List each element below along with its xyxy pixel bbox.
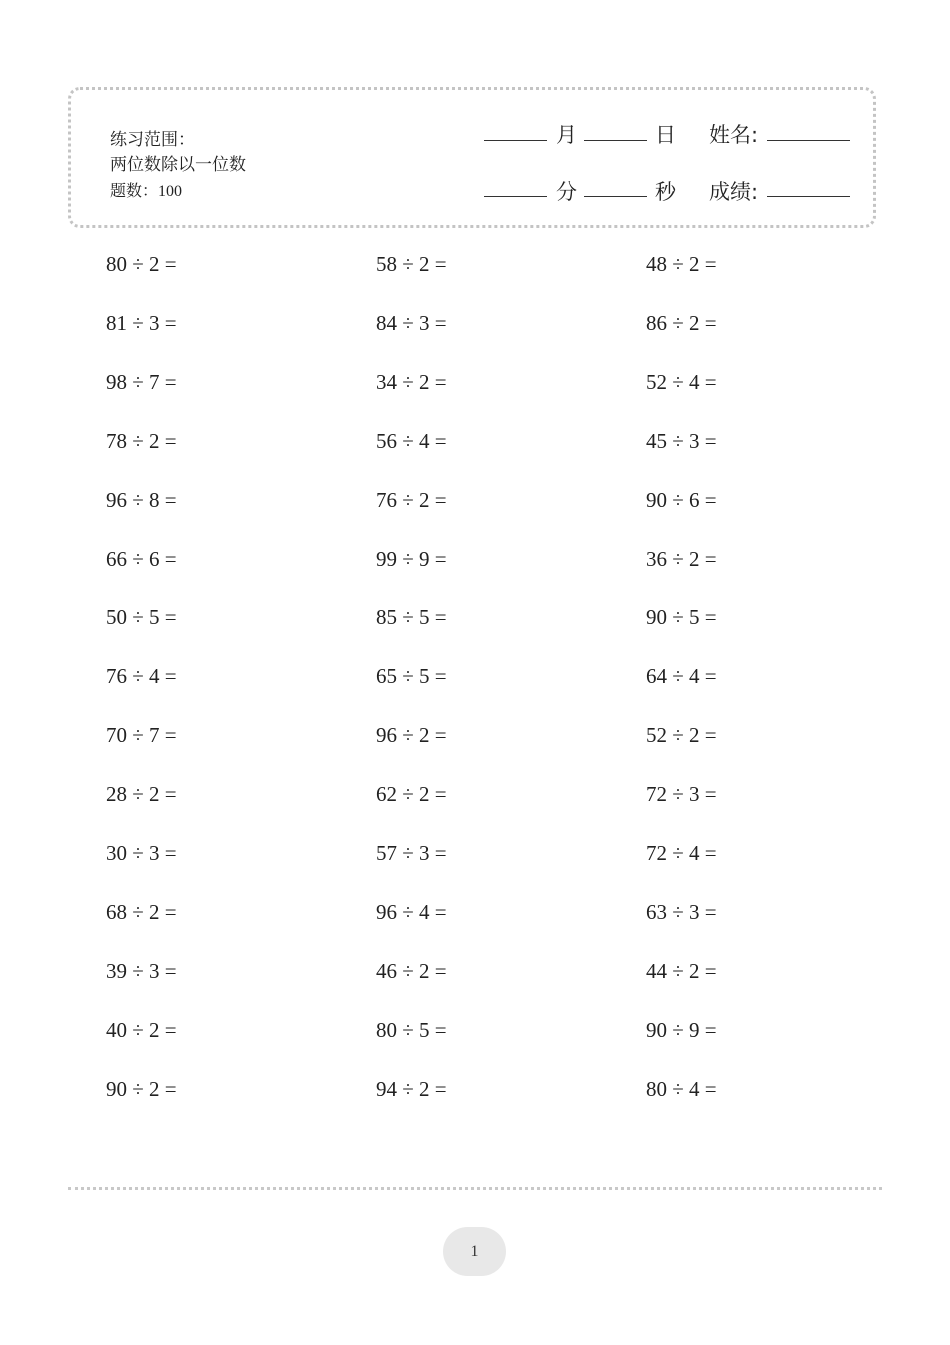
problem-item: 36 ÷ 2 = [646, 546, 717, 571]
range-value: 两位数除以一位数 [110, 155, 246, 175]
problem-count [110, 178, 246, 204]
problem-item: 70 ÷ 7 = [106, 723, 177, 748]
problem-item: 76 ÷ 4 = [106, 664, 177, 689]
problem-item: 45 ÷ 3 = [646, 428, 717, 453]
problem-item: 52 ÷ 2 = [646, 723, 717, 748]
problem-item: 30 ÷ 3 = [106, 841, 177, 865]
problem-item: 46 ÷ 2 = [376, 958, 447, 983]
problem-item: 90 ÷ 6 = [646, 487, 717, 512]
exercise-info [110, 128, 246, 204]
problem-item: 28 ÷ 2 = [106, 782, 177, 807]
range-label: 练习范围： [110, 130, 195, 150]
day-blank[interactable] [584, 140, 647, 141]
day-label: 日 [655, 123, 676, 147]
problem-item: 72 ÷ 3 = [646, 782, 717, 807]
problem-item: 80 ÷ 2 = [106, 252, 177, 276]
problem-item: 65 ÷ 5 = [376, 664, 447, 689]
problem-item: 58 ÷ 2 = [376, 252, 447, 276]
problem-item: 63 ÷ 3 = [646, 899, 717, 924]
problem-item: 98 ÷ 7 = [106, 369, 177, 394]
problem-item: 39 ÷ 3 = [106, 958, 177, 983]
problem-item: 40 ÷ 2 = [106, 1017, 177, 1042]
page-number: 1 [443, 1227, 506, 1276]
problem-item: 66 ÷ 6 = [106, 546, 177, 571]
problem-item: 76 ÷ 2 = [376, 487, 447, 512]
problem-item: 86 ÷ 2 = [646, 310, 717, 335]
second-blank[interactable] [584, 196, 647, 197]
minute-blank[interactable] [484, 196, 547, 197]
problem-item: 96 ÷ 8 = [106, 487, 177, 512]
problem-item: 80 ÷ 5 = [376, 1017, 447, 1042]
footer-divider [68, 1187, 882, 1190]
problem-item: 94 ÷ 2 = [376, 1076, 447, 1101]
problem-item: 90 ÷ 5 = [646, 605, 717, 630]
problem-item: 64 ÷ 4 = [646, 664, 717, 689]
problem-item: 68 ÷ 2 = [106, 899, 177, 924]
score-blank[interactable] [767, 196, 850, 197]
problem-item: 90 ÷ 9 = [646, 1017, 717, 1042]
problem-item: 84 ÷ 3 = [376, 310, 447, 335]
problem-item: 50 ÷ 5 = [106, 605, 177, 630]
score-label: 成绩: [709, 180, 759, 204]
problem-item: 85 ÷ 5 = [376, 605, 447, 630]
problem-item: 81 ÷ 3 = [106, 310, 177, 335]
problem-item: 80 ÷ 4 = [646, 1076, 717, 1101]
problem-item: 48 ÷ 2 = [646, 252, 717, 276]
problem-item: 57 ÷ 3 = [376, 841, 447, 865]
problem-item: 96 ÷ 2 = [376, 723, 447, 748]
problem-item: 72 ÷ 4 = [646, 841, 717, 865]
month-label: 月 [556, 123, 577, 147]
problem-item: 62 ÷ 2 = [376, 782, 447, 807]
problem-item: 44 ÷ 2 = [646, 958, 717, 983]
month-blank[interactable] [484, 140, 547, 141]
problem-item: 34 ÷ 2 = [376, 369, 447, 394]
minute-label: 分 [556, 180, 577, 204]
problem-item: 56 ÷ 4 = [376, 428, 447, 453]
name-blank[interactable] [767, 140, 850, 141]
count-value: 100 [158, 183, 183, 200]
name-label: 姓名: [709, 123, 759, 147]
second-label: 秒 [655, 180, 676, 204]
problem-item: 96 ÷ 4 = [376, 899, 447, 924]
problem-item: 90 ÷ 2 = [106, 1076, 177, 1101]
problem-item: 78 ÷ 2 = [106, 428, 177, 453]
problem-item: 52 ÷ 4 = [646, 369, 717, 394]
count-label: 题数： [110, 181, 159, 200]
problem-item: 99 ÷ 9 = [376, 546, 447, 571]
